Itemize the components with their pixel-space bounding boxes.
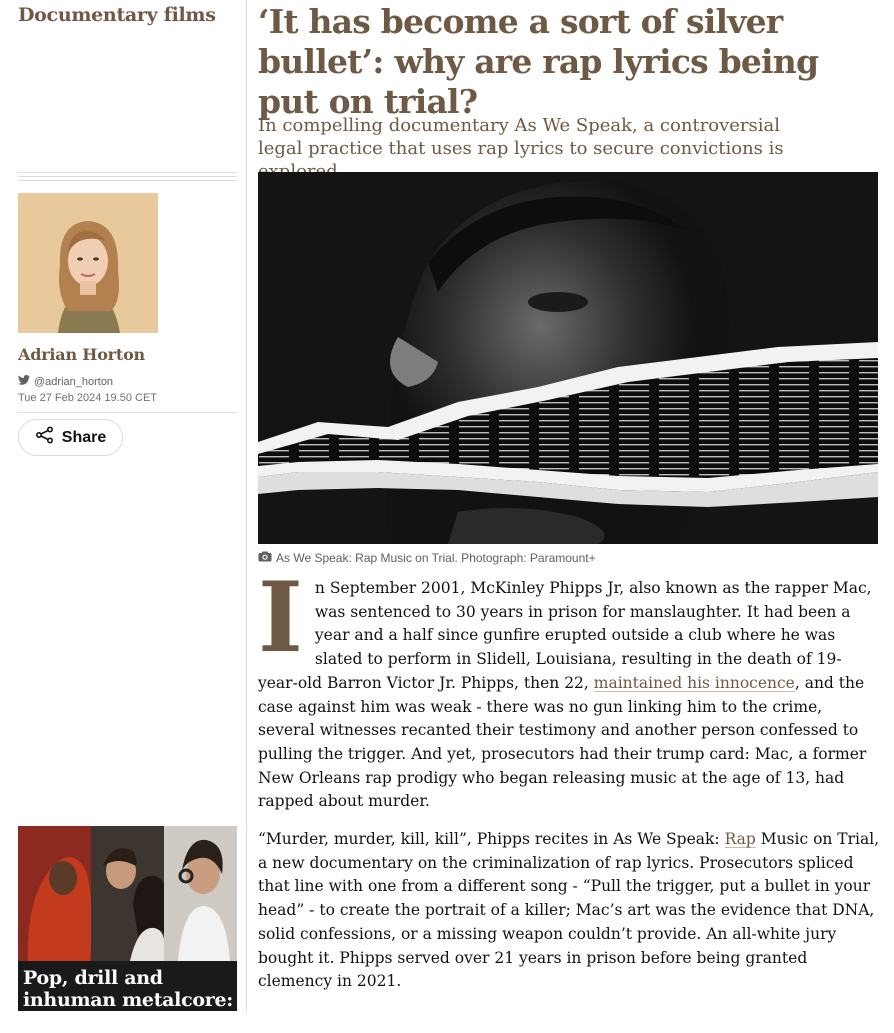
article-paragraph-2 — [258, 828, 880, 994]
share-icon — [35, 426, 55, 449]
section-label[interactable]: Documentary films — [18, 4, 216, 26]
publish-date: Tue 27 Feb 2024 19.50 CET — [18, 392, 158, 404]
rail-divider — [18, 412, 237, 413]
caption-text: As We Speak: Rap Music on Trial. Photograph: Paramount+ — [276, 551, 596, 565]
article-headline: ‘It has become a sort of silver bullet’: why are rap lyrics being put on trial? — [258, 2, 819, 121]
article-paragraph-1 — [258, 561, 880, 814]
twitter-handle[interactable] — [18, 375, 113, 388]
share-label: Share — [61, 428, 107, 446]
author-avatar[interactable] — [18, 193, 158, 333]
left-rail — [0, 0, 247, 1033]
paragraph-text: “Murder, murder, kill, kill”, Phipps recites in As We Speak: — [258, 830, 725, 848]
inline-link-innocence[interactable]: maintained his innocence — [593, 673, 795, 692]
paragraph-text: , and the case against him was weak - there was no gun linking him to the crime, several witnesses recanted their testimony and another person confessed to pulling the trigger. And yet, prosecutors had their trump card: Mac, a former New Orleans rap prodigy who began releasing music at the age of 13, had rapped about murder. — [258, 673, 867, 811]
twitter-handle-text: @adrian_horton — [34, 375, 114, 388]
author-name[interactable]: Adrian Horton — [18, 345, 145, 364]
drop-cap: I — [258, 561, 303, 674]
promo-image — [18, 826, 237, 961]
article-standfirst: In compelling documentary As We Speak, a controversial legal practice that uses rap lyrics to secure convictions is — [258, 115, 784, 159]
inline-link-rap[interactable]: Rap — [724, 830, 756, 848]
paragraph-text: Music on Trial, a new documentary on the criminalization of rap lyrics. Prosecutors spliced that line with one from a different song - “Pull the trigger, put a bullet in your head” - to create the portrait of a killer; Mac’s art was the evidence that DNA, solid confessions, or a missing weapon couldn’t provide. An all-white jury bought it. Phipps served over 21 years in prison before being granted clemency in 2021. — [258, 830, 880, 991]
twitter-icon — [18, 375, 30, 388]
hero-image[interactable] — [258, 172, 878, 544]
promo-title[interactable]: Pop, drill and inhuman metalcore: new music — [23, 967, 233, 1033]
paragraph-text: n September 2001, McKinley Phipps Jr, also known as the rapper Mac, was sentenced to 30 years in prison for manslaughter. It had been a year and a half since gunfire erupted outside a club where he was slated to perform in Slidell, Louisiana, resulting in the death of 19-year-old Barron Victor Jr. Phipps, then 22, — [258, 579, 872, 692]
rail-divider-lines — [18, 172, 237, 184]
image-caption — [258, 551, 596, 565]
promo-card[interactable] — [18, 826, 237, 1033]
share-button[interactable] — [18, 419, 123, 456]
